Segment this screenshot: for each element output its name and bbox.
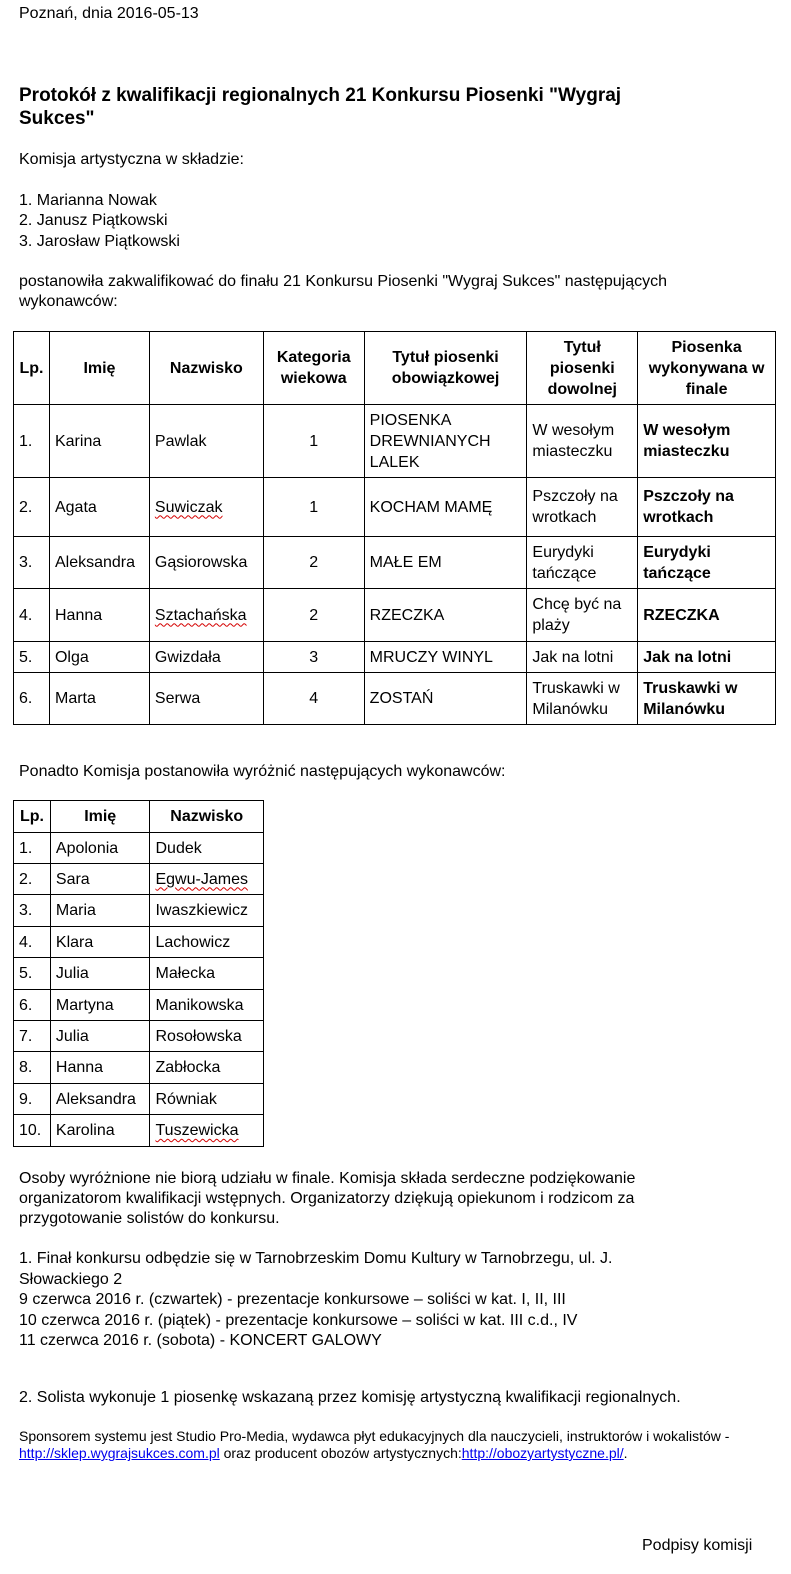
cell-nazwisko: Pawlak <box>149 405 263 478</box>
table-row <box>14 1084 264 1115</box>
table-row <box>14 478 776 537</box>
cell-imie: Apolonia <box>50 833 150 864</box>
spellcheck-word: Suwiczak <box>154 498 223 516</box>
cell-dowolna: W wesołym miasteczku <box>527 405 638 478</box>
table-row <box>14 1021 264 1052</box>
committee-member: 2. Janusz Piątkowski <box>19 212 168 229</box>
cell-nazwisko: Dudek <box>150 833 264 864</box>
cell-finale: Pszczoły na wrotkach <box>638 478 776 537</box>
final-info-line: 9 czerwca 2016 r. (czwartek) - prezentacje konkursowe – soliści w kat. I, II, III <box>19 1291 566 1308</box>
decision-text-line-1: postanowiła zakwalifikować do finału 21 Konkursu Piosenki "Wygraj Sukces" następujących <box>19 273 667 290</box>
cell-nazwisko <box>150 1115 264 1147</box>
cell-lp: 7. <box>14 1021 51 1052</box>
cell-nazwisko: Równiak <box>150 1084 264 1115</box>
cell-dowolna: Chcę być na plaży <box>527 589 638 642</box>
cell-kategoria: 4 <box>263 673 364 725</box>
column-header: Imię <box>50 801 150 833</box>
column-header: Lp. <box>14 332 50 405</box>
cell-finale: W wesołym miasteczku <box>638 405 776 478</box>
closing-text: Osoby wyróżnione nie biorą udziału w finale. Komisja składa serdeczne podziękowanie <box>19 1170 636 1187</box>
cell-nazwisko <box>150 864 264 895</box>
cell-kategoria: 2 <box>263 589 364 642</box>
cell-kategoria: 1 <box>263 478 364 537</box>
column-header: Kategoria wiekowa <box>263 332 364 405</box>
table-row <box>14 927 264 958</box>
cell-finale: RZECZKA <box>638 589 776 642</box>
table-row <box>14 405 776 478</box>
cell-imie: Klara <box>50 927 150 958</box>
final-info-line: 10 czerwca 2016 r. (piątek) - prezentacje konkursowe – soliści w kat. III c.d., IV <box>19 1312 578 1329</box>
cell-nazwisko: Iwaszkiewicz <box>150 895 264 927</box>
distinguished-header-row <box>14 801 264 833</box>
rule-2: 2. Solista wykonuje 1 piosenkę wskazaną przez komisję artystyczną kwalifikacji regionalnych. <box>19 1389 681 1406</box>
column-header: Lp. <box>14 801 51 833</box>
cell-lp: 9. <box>14 1084 51 1115</box>
cell-imie: Karina <box>49 405 149 478</box>
cell-dowolna: Truskawki w Milanówku <box>527 673 638 725</box>
place-date: Poznań, dnia 2016-05-13 <box>19 5 199 22</box>
table-row <box>14 1052 264 1084</box>
column-header: Tytuł piosenki dowolnej <box>527 332 638 405</box>
cell-imie: Julia <box>50 958 150 990</box>
cell-obowiazkowa: ZOSTAŃ <box>364 673 527 725</box>
cell-lp: 1. <box>14 405 50 478</box>
table-row <box>14 642 776 673</box>
cell-imie: Hanna <box>50 1052 150 1084</box>
cell-imie: Sara <box>50 864 150 895</box>
cell-nazwisko: Małecka <box>150 958 264 990</box>
spellcheck-word: Sztachańska <box>154 606 247 624</box>
cell-imie: Maria <box>50 895 150 927</box>
cell-imie: Julia <box>50 1021 150 1052</box>
cell-finale: Jak na lotni <box>638 642 776 673</box>
cell-imie: Karolina <box>50 1115 150 1147</box>
column-header: Nazwisko <box>149 332 263 405</box>
closing-text: organizatorom kwalifikacji wstępnych. Organizatorzy dziękują opiekunom i rodzicom za <box>19 1190 635 1207</box>
cell-nazwisko: Rosołowska <box>150 1021 264 1052</box>
sponsor-shop-link[interactable]: http://sklep.wygrajsukces.com.pl <box>19 1445 220 1461</box>
committee-member: 3. Jarosław Piątkowski <box>19 233 180 250</box>
table-row <box>14 589 776 642</box>
table-row <box>14 537 776 589</box>
cell-obowiazkowa: RZECZKA <box>364 589 527 642</box>
final-info-line: 11 czerwca 2016 r. (sobota) - KONCERT GALOWY <box>19 1332 382 1349</box>
final-info-line: Słowackiego 2 <box>19 1271 123 1288</box>
cell-lp: 1. <box>14 833 51 864</box>
decision-text-line-2: wykonawców: <box>19 293 118 310</box>
cell-finale: Eurydyki tańczące <box>638 537 776 589</box>
cell-kategoria: 3 <box>263 642 364 673</box>
cell-lp: 2. <box>14 864 51 895</box>
table-row <box>14 864 264 895</box>
cell-lp: 10. <box>14 1115 51 1147</box>
document-title-line-1: Protokół z kwalifikacji regionalnych 21 Konkursu Piosenki "Wygraj <box>19 85 622 106</box>
cell-obowiazkowa: MRUCZY WINYL <box>364 642 527 673</box>
column-header: Piosenka wykonywana w finale <box>638 332 776 405</box>
cell-dowolna: Jak na lotni <box>527 642 638 673</box>
distinguished-table <box>13 800 264 1147</box>
cell-nazwisko: Zabłocka <box>150 1052 264 1084</box>
committee-member: 1. Marianna Nowak <box>19 192 157 209</box>
column-header: Tytuł piosenki obowiązkowej <box>364 332 527 405</box>
column-header: Nazwisko <box>150 801 264 833</box>
table-row <box>14 990 264 1021</box>
cell-nazwisko <box>149 478 263 537</box>
table-row <box>14 833 264 864</box>
sponsor-end-text: . <box>623 1445 628 1461</box>
cell-lp: 6. <box>14 673 50 725</box>
cell-kategoria: 2 <box>263 537 364 589</box>
finalists-header-row <box>14 332 776 405</box>
sponsor-camps-link[interactable]: http://obozyartystyczne.pl/ <box>461 1445 624 1461</box>
cell-nazwisko: Lachowicz <box>150 927 264 958</box>
cell-nazwisko: Gąsiorowska <box>149 537 263 589</box>
cell-imie: Hanna <box>49 589 149 642</box>
cell-imie: Aleksandra <box>50 1084 150 1115</box>
sponsor-text: Sponsorem systemu jest Studio Pro-Media, wydawca płyt edukacyjnych dla nauczycieli, instruktorów i wokalistów - <box>19 1428 730 1444</box>
cell-dowolna: Eurydyki tańczące <box>527 537 638 589</box>
document-title-line-2: Sukces" <box>19 108 95 129</box>
cell-imie: Aleksandra <box>49 537 149 589</box>
table-row <box>14 673 776 725</box>
signatures-label: Podpisy komisji <box>642 1537 753 1554</box>
closing-text: przygotowanie solistów do konkursu. <box>19 1210 280 1227</box>
finalists-table <box>13 331 776 725</box>
committee-intro: Komisja artystyczna w składzie: <box>19 151 244 168</box>
table-row <box>14 958 264 990</box>
cell-obowiazkowa: KOCHAM MAMĘ <box>364 478 527 537</box>
cell-lp: 6. <box>14 990 51 1021</box>
cell-imie: Agata <box>49 478 149 537</box>
cell-lp: 3. <box>14 895 51 927</box>
cell-kategoria: 1 <box>263 405 364 478</box>
cell-lp: 4. <box>14 589 50 642</box>
cell-lp: 8. <box>14 1052 51 1084</box>
cell-imie: Marta <box>49 673 149 725</box>
spellcheck-word: Tuszewicka <box>155 1122 239 1139</box>
cell-obowiazkowa: MAŁE EM <box>364 537 527 589</box>
sponsor-middle-text: oraz producent obozów artystycznych: <box>219 1445 462 1461</box>
cell-nazwisko: Manikowska <box>150 990 264 1021</box>
cell-nazwisko <box>149 589 263 642</box>
cell-imie: Olga <box>49 642 149 673</box>
column-header: Imię <box>49 332 149 405</box>
cell-dowolna: Pszczoły na wrotkach <box>527 478 638 537</box>
cell-nazwisko: Gwizdała <box>149 642 263 673</box>
cell-lp: 5. <box>14 642 50 673</box>
spellcheck-word: Egwu-James <box>155 870 248 888</box>
table-row <box>14 1115 264 1147</box>
cell-finale: Truskawki w Milanówku <box>638 673 776 725</box>
final-info-line: 1. Finał konkursu odbędzie się w Tarnobrzeskim Domu Kultury w Tarnobrzegu, ul. J. <box>19 1250 613 1267</box>
cell-lp: 5. <box>14 958 51 990</box>
cell-lp: 4. <box>14 927 51 958</box>
cell-obowiazkowa: PIOSENKA DREWNIANYCH LALEK <box>364 405 527 478</box>
cell-imie: Martyna <box>50 990 150 1021</box>
cell-lp: 3. <box>14 537 50 589</box>
cell-lp: 2. <box>14 478 50 537</box>
distinction-intro: Ponadto Komisja postanowiła wyróżnić następujących wykonawców: <box>19 763 506 780</box>
cell-nazwisko: Serwa <box>149 673 263 725</box>
sponsor-links-line <box>19 1445 628 1462</box>
table-row <box>14 895 264 927</box>
